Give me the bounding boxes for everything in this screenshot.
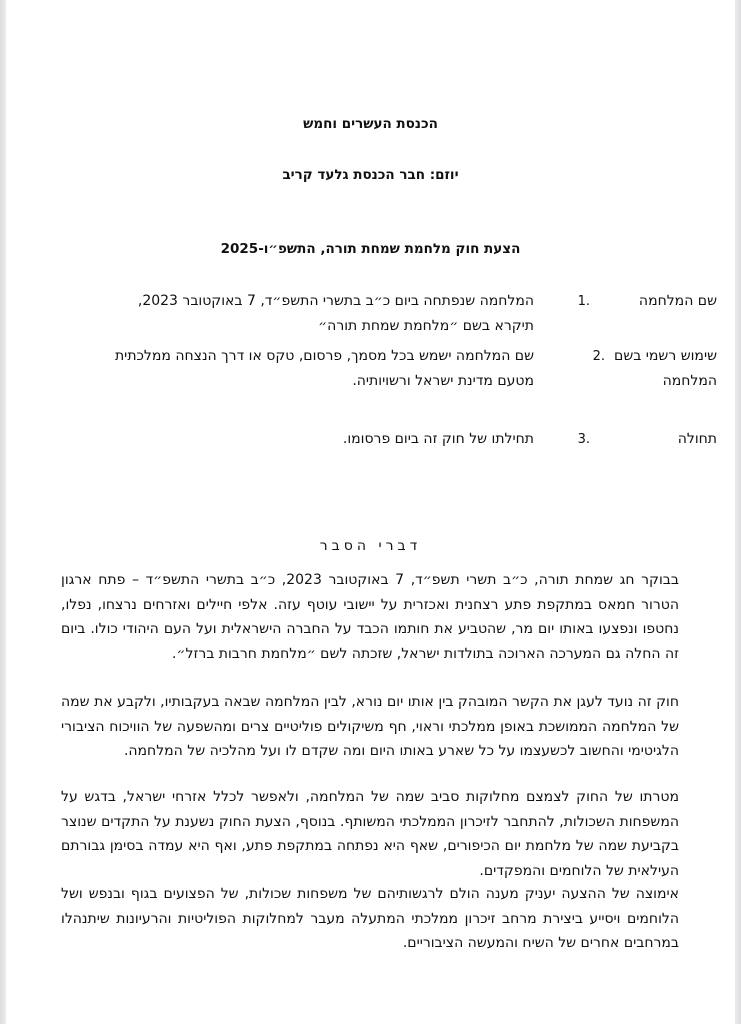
section-text: שם המלחמה ישמש בכל מסמך, פרסום, טקס או דרך הנצחה ממלכתית מטעם מדינת ישראל ורשויותיה. <box>114 348 534 389</box>
document-page <box>6 0 735 1024</box>
section-number: 3. <box>577 432 590 447</box>
section-text: תחילתו של חוק זה ביום פרסומו. <box>342 431 534 447</box>
explanation-paragraph: חוק זה נועד לעגן את הקשר המובהק בין אותו יום נורא, לבין המלחמה שבאה בעקבותיו, ולקבע את שמה של המלחמה הממושכת באופן ממלכתי וראוי, חף משיקולים פוליטיים צרים ומהשפעה של הוויכוח הציבורי הלגיטימי והחשוב לכשעצמו על כל שארע באותו היום ומה שקדם לו ועל מהלכיה של המלחמה. <box>61 694 679 759</box>
section-label: שימוש רשמי בשם המלחמה <box>614 348 717 389</box>
section-label: תחולה <box>677 431 717 447</box>
section-number: 1. <box>577 294 590 309</box>
explanation-paragraph: מטרתו של החוק לצמצם מחלוקות סביב שמה של המלחמה, ולאפשר לכלל אזרחי ישראל, בדגש על המשפחות השכולות, להתחבר לזיכרון הממלכתי המשותף. בנוסף, הצעת החוק נשענת על התקדים שנוצר בקביעת שמה של מלחמת יום הכיפורים, שאף היא נפתחה במתקפת פתע, ואף היא עמדה בסימן גבורתם העילאית של הלוחמים והמפקדים. <box>61 789 679 879</box>
explanation-paragraph: אימוצה של ההצעה יעניק מענה הולם לרגשותיהם של משפחות שכולות, של הפצועים בגוף ובנפש ושל הלוחמים ויסייע ביצירת מרחב זיכרון ממלכתי המתעלה מעבר למחלוקות הפוליטיות והרעיונות שיתנהלו במרחבים אחרים של השיח והמעשה הציבוריים. <box>61 886 679 951</box>
initiator-line: יוזם: חבר הכנסת גלעד קריב <box>282 167 459 183</box>
section-number: 2. <box>592 349 605 364</box>
knesset-heading: הכנסת העשרים וחמש <box>303 116 438 132</box>
explanation-heading: דברי הסבר <box>319 538 422 554</box>
scan-edge-right <box>735 0 741 1024</box>
section-label: שם המלחמה <box>638 293 717 309</box>
bill-title: הצעת חוק מלחמת שמחת תורה, התשפ״ו-2025 <box>220 241 521 257</box>
section-text: המלחמה שנפתחה ביום כ״ב בתשרי התשפ״ד, 7 באוקטובר 2023, תיקרא בשם ״מלחמת שמחת תורה״ <box>137 293 534 334</box>
explanation-paragraph: בבוקר חג שמחת תורה, כ״ב תשרי תשפ״ד, 7 באוקטובר 2023, כ״ב בתשרי התשפ״ד – פתח ארגון הטרור חמאס במתקפת פתע רצחנית ואכזרית על יישובי עוטף עזה. אלפי חיילים ואזרחים נרצחו, נפלו, נחטפו ונפצעו באותו יום מר, שהטביע את חותמו הכבד על החברה הישראלית ועל העם היהודי כולו. ביום זה החלה גם המערכה הארוכה בתולדות ישראל, שזכתה לשם ״מלחמת חרבות ברזל״. <box>61 572 679 662</box>
